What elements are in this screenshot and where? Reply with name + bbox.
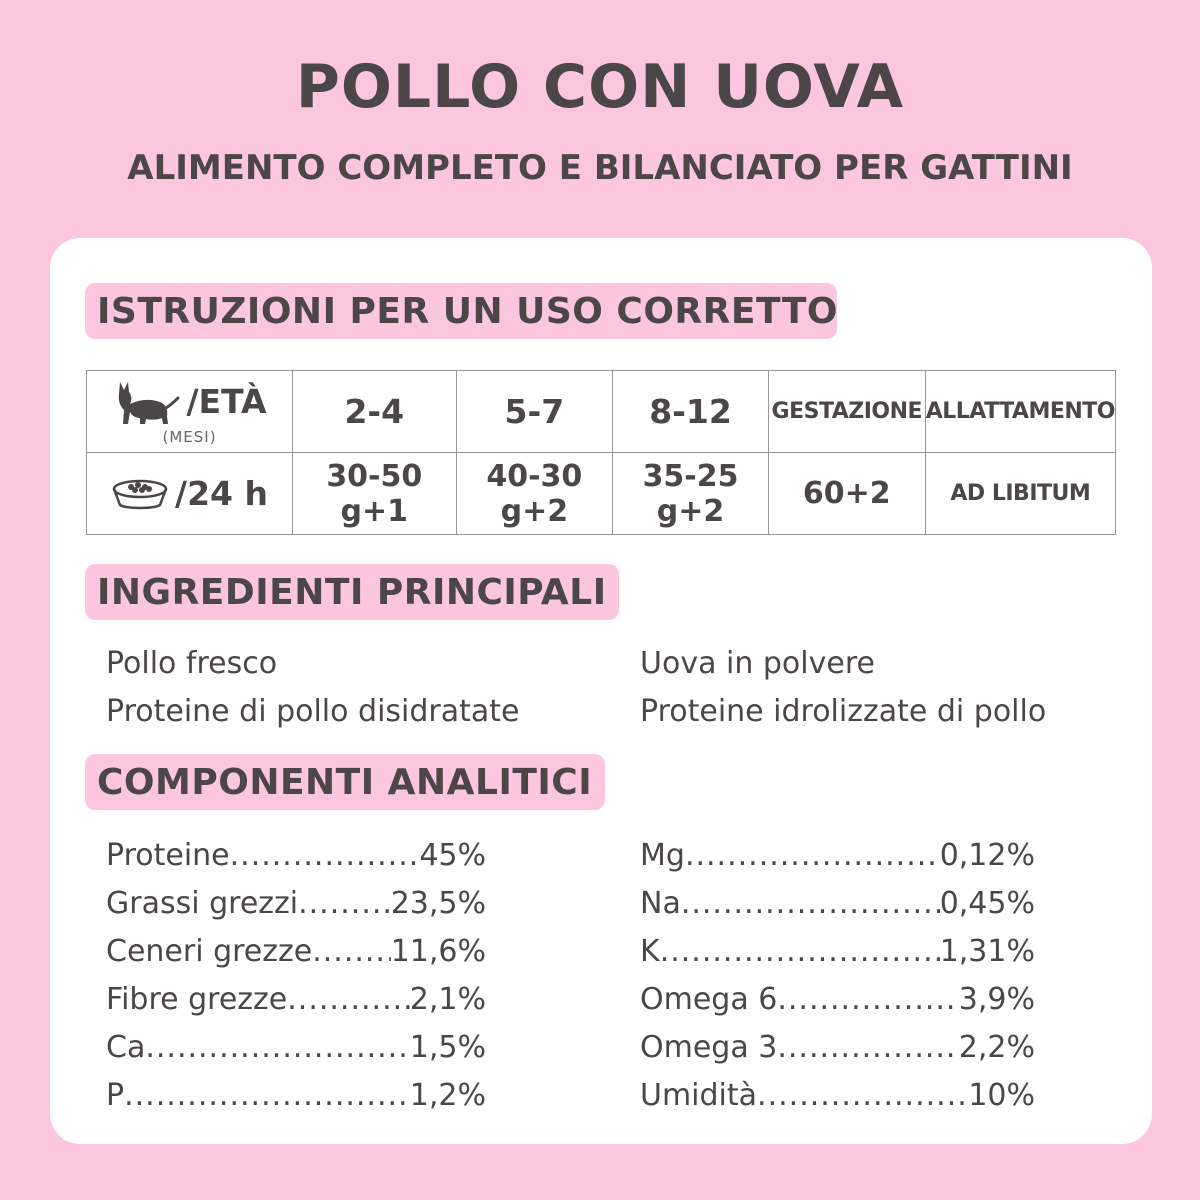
list-item [106,1024,486,1072]
component-value: 45% [419,838,486,873]
component-name: Fibre grezze [106,982,288,1017]
list-item [640,832,1035,880]
ration-value-allattamento: AD LIBITUM [925,453,1115,535]
age-unit-label: (MESI) [162,427,217,446]
analytics-left-list [106,832,486,1120]
analytics-right-list [640,832,1035,1120]
list-item [106,928,486,976]
list-item [640,976,1035,1024]
list-item [106,1072,486,1120]
component-value: 11,6% [390,934,486,969]
list-item: Pollo fresco [106,646,278,681]
age-col-allattamento: ALLATTAMENTO [925,371,1115,453]
list-item [106,880,486,928]
section-title-ingredienti: INGREDIENTI PRINCIPALI [85,564,619,620]
component-name: Ca [106,1030,146,1065]
component-value: 3,9% [958,982,1035,1017]
component-name: Ceneri grezze [106,934,313,969]
list-item [640,928,1035,976]
list-item [106,976,486,1024]
ingredients-right-list [640,640,1046,736]
ration-header-cell [87,453,293,535]
ration-value-2: 40-30 g+2 [456,453,613,535]
list-item: Uova in polvere [640,646,875,681]
age-label: /ETÀ [186,382,267,421]
age-header-cell [87,371,293,453]
age-col-1: 2-4 [293,371,456,453]
age-col-2: 5-7 [456,371,613,453]
section-title-istruzioni: ISTRUZIONI PER UN USO CORRETTO [85,283,837,339]
list-item [106,832,486,880]
age-col-gestazione: GESTAZIONE [768,371,925,453]
ration-value-3: 35-25 g+2 [613,453,769,535]
component-value: 0,12% [939,838,1035,873]
component-name: Grassi grezzi [106,886,299,921]
component-value: 1,5% [409,1030,486,1065]
list-item [640,1072,1035,1120]
ration-value-gestazione: 60+2 [768,453,925,535]
section-title-componenti: COMPONENTI ANALITICI [85,754,605,810]
component-name: Na [640,886,681,921]
list-item [640,1024,1035,1072]
component-value: 2,2% [958,1030,1035,1065]
component-value: 10% [968,1078,1035,1113]
component-name: Omega 3 [640,1030,778,1065]
component-name: Umidità [640,1078,758,1113]
table-row-age [87,371,1116,453]
food-bowl-icon [111,477,169,511]
component-name: Proteine [106,838,230,873]
component-name: Mg [640,838,685,873]
component-value: 2,1% [409,982,486,1017]
component-value: 1,2% [409,1078,486,1113]
list-item: Proteine idrolizzate di pollo [640,694,1047,729]
component-name: P [106,1078,125,1113]
component-value: 1,31% [939,934,1035,969]
component-value: 0,45% [939,886,1035,921]
age-col-3: 8-12 [613,371,769,453]
list-item: Proteine di pollo disidratate [106,694,520,729]
ration-label: /24 h [175,474,269,513]
page-subtitle: ALIMENTO COMPLETO E BILANCIATO PER GATTINI [127,148,1073,188]
dosage-table [86,370,1116,535]
list-item [640,880,1035,928]
ration-value-1: 30-50 g+1 [293,453,456,535]
table-row-ration [87,453,1116,535]
component-value: 23,5% [390,886,486,921]
cat-icon [112,378,180,426]
ingredients-left-list [106,640,520,736]
component-name: Omega 6 [640,982,778,1017]
component-name: K [640,934,660,969]
page-title: POLLO CON UOVA [295,52,905,122]
